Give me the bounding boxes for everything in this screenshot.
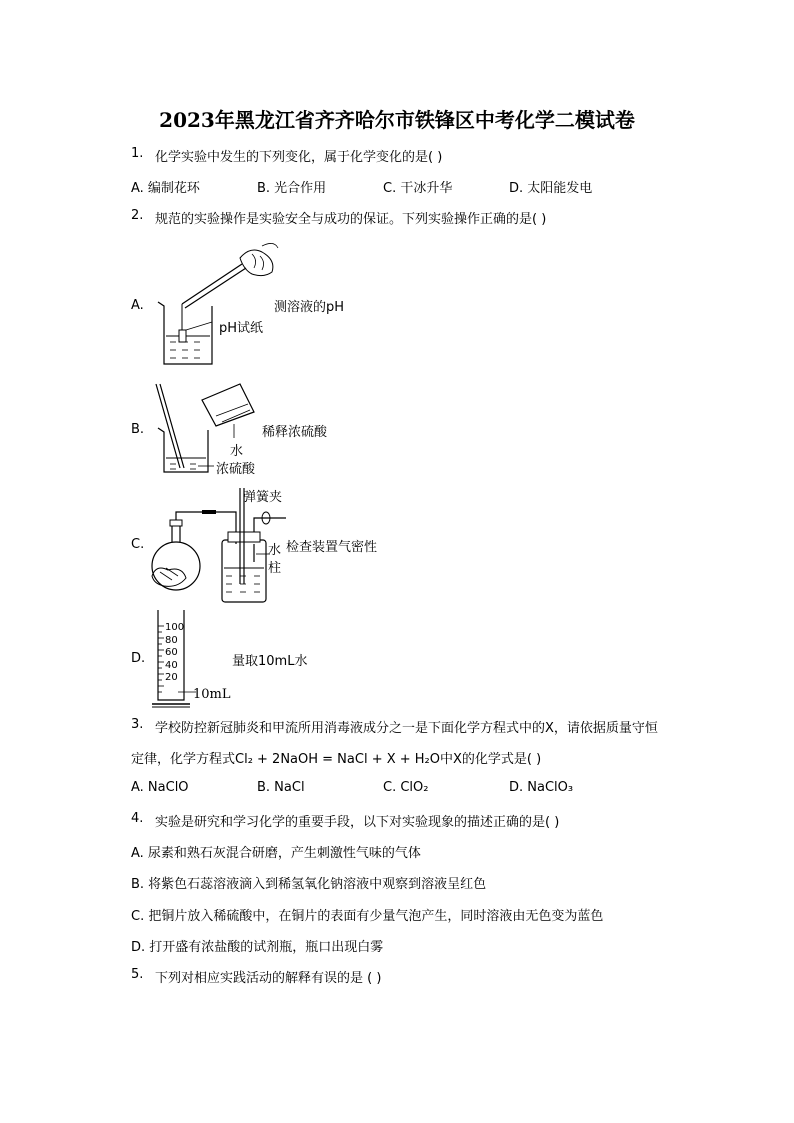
- question-1-option-a: A. 编制花环: [131, 181, 200, 196]
- question-4-option-a: A. 尿素和熟石灰混合研磨，产生刺激性气味的气体: [131, 846, 421, 861]
- option-b-caption: 稀释浓硫酸: [262, 425, 328, 440]
- question-4-option-c: C. 把铜片放入稀硫酸中，在铜片的表面有少量气泡产生，同时溶液由无色变为蓝色: [131, 909, 604, 924]
- question-1-option-c: C. 干冰升华: [383, 181, 453, 196]
- question-2-option-d-letter: D.: [131, 651, 146, 666]
- question-3-option-b: B. NaCl: [257, 780, 305, 795]
- question-2-text: 规范的实验操作是实验安全与成功的保证。下列实验操作正确的是( ): [155, 212, 547, 227]
- question-1-option-b: B. 光合作用: [257, 181, 327, 196]
- option-a-caption: 测溶液的pH: [274, 300, 345, 315]
- question-4-text: 实验是研究和学习化学的重要手段，以下对实验现象的描述正确的是( ): [155, 815, 560, 830]
- question-2-option-a-letter: A.: [131, 298, 144, 313]
- option-a-ph-paper-label: pH试纸: [219, 321, 264, 336]
- question-4-option-b: B. 将紫色石蕊溶液滴入到稀氢氧化钠溶液中观察到溶液呈红色: [131, 877, 487, 892]
- question-3-line-1: 学校防控新冠肺炎和甲流所用消毒液成分之一是下面化学方程式中的X，请依据质量守恒: [155, 721, 658, 736]
- option-d-caption: 量取10mL水: [232, 654, 308, 669]
- cylinder-scale: [165, 622, 184, 685]
- question-3-number: 3.: [131, 717, 144, 732]
- option-c-column-label: 柱: [268, 561, 282, 576]
- question-1-number: 1.: [131, 146, 144, 161]
- question-1-text: 化学实验中发生的下列变化，属于化学变化的是( ): [155, 150, 443, 165]
- question-3-option-d: D. NaClO₃: [509, 780, 574, 795]
- question-2-number: 2.: [131, 208, 144, 223]
- question-3-line-2: 定律，化学方程式Cl₂ + 2NaOH = NaCl + X + H₂O中X的化学式是( ): [131, 752, 542, 767]
- option-b-water-label: 水: [230, 444, 244, 459]
- scale-20: 20: [165, 672, 178, 683]
- ph-test-illustration: [150, 242, 290, 372]
- scale-80: 80: [165, 634, 178, 646]
- question-4-number: 4.: [131, 811, 144, 826]
- question-2-option-b-letter: B.: [131, 422, 145, 437]
- option-b-acid-label: 浓硫酸: [216, 462, 256, 477]
- question-2-option-c-letter: C.: [131, 537, 145, 552]
- option-d-volume-label: 10mL: [193, 687, 231, 702]
- scale-100: 100: [165, 622, 185, 633]
- option-c-clip-label: 弹簧夹: [243, 490, 283, 505]
- option-c-caption: 检查装置气密性: [286, 540, 378, 555]
- scale-40: 40: [165, 659, 178, 671]
- question-1-option-d: D. 太阳能发电: [509, 181, 593, 196]
- question-3-option-c: C. ClO₂: [383, 780, 429, 795]
- scale-60: 60: [165, 647, 178, 658]
- page-title: 2023年黑龙江省齐齐哈尔市铁锋区中考化学二模试卷: [159, 108, 635, 132]
- option-c-water-label: 水: [268, 543, 282, 558]
- question-5-text: 下列对相应实践活动的解释有误的是 ( ): [155, 971, 382, 986]
- question-4-option-d: D. 打开盛有浓盐酸的试剂瓶，瓶口出现白雾: [131, 940, 384, 955]
- question-5-number: 5.: [131, 967, 144, 982]
- question-3-option-a: A. NaClO: [131, 780, 189, 795]
